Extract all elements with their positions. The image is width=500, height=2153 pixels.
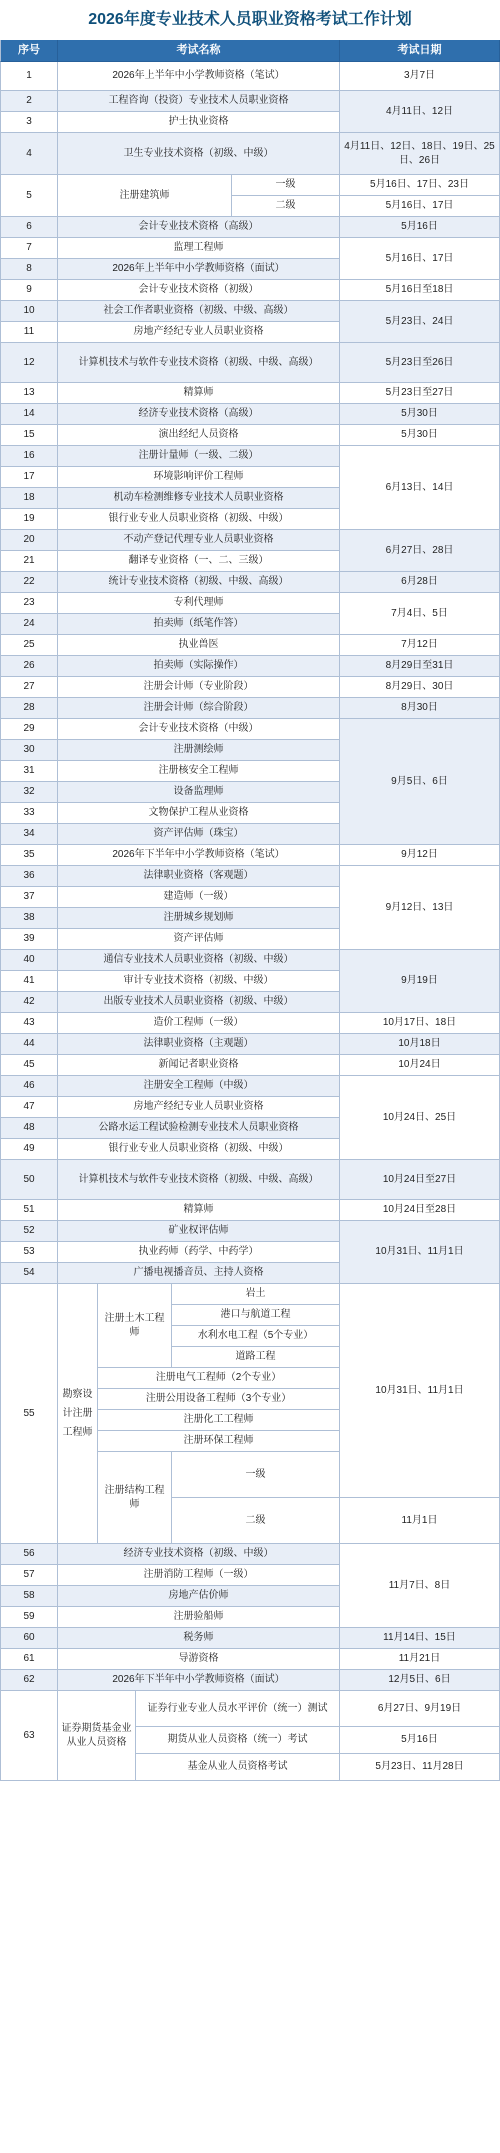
row-exam-name: 计算机技术与软件专业技术资格（初级、中级、高级） [58, 343, 340, 383]
finance-exam-name: 期货从业人员资格（统一）考试 [136, 1727, 340, 1754]
row-exam-date: 5月23日、11月28日 [340, 1754, 500, 1781]
merged-exam-date: 5月23日、24日 [340, 301, 500, 343]
engineer-type: 注册环保工程师 [98, 1431, 340, 1452]
row-seq: 5 [0, 175, 58, 217]
engineer-type: 注册电气工程师（2个专业） [98, 1368, 340, 1389]
row-exam-name: 出版专业技术人员职业资格（初级、中级） [58, 992, 340, 1013]
row-exam-date: 10月24日至28日 [340, 1200, 500, 1221]
header-date: 考试日期 [340, 40, 500, 62]
row-seq: 22 [0, 572, 58, 593]
row-exam-date: 11月21日 [340, 1649, 500, 1670]
row-seq: 16 [0, 446, 58, 467]
row-exam-name: 拍卖师（纸笔作答） [58, 614, 340, 635]
civil-specialty: 道路工程 [172, 1347, 340, 1368]
row-seq: 57 [0, 1565, 58, 1586]
row-exam-name: 执业兽医 [58, 635, 340, 656]
row-seq: 17 [0, 467, 58, 488]
finance-exam-name: 证券行业专业人员水平评价（统一）测试 [136, 1691, 340, 1727]
row-seq: 32 [0, 782, 58, 803]
header-seq: 序号 [0, 40, 58, 62]
row-exam-name: 注册安全工程师（中级） [58, 1076, 340, 1097]
row-exam-name: 导游资格 [58, 1649, 340, 1670]
row-seq: 45 [0, 1055, 58, 1076]
row-seq: 48 [0, 1118, 58, 1139]
row-seq: 1 [0, 62, 58, 91]
row-exam-name: 2026年下半年中小学教师资格（面试） [58, 1670, 340, 1691]
row-exam-date: 5月16日至18日 [340, 280, 500, 301]
row-exam-name: 银行业专业人员职业资格（初级、中级） [58, 509, 340, 530]
group-label: 勘察设计注册工程师 [58, 1284, 98, 1544]
row-exam-name: 税务师 [58, 1628, 340, 1649]
row-seq: 26 [0, 656, 58, 677]
row-seq: 43 [0, 1013, 58, 1034]
row-exam-date: 5月30日 [340, 425, 500, 446]
row-seq: 60 [0, 1628, 58, 1649]
row-exam-name: 2026年上半年中小学教师资格（面试） [58, 259, 340, 280]
row-exam-name: 经济专业技术资格（高级） [58, 404, 340, 425]
merged-exam-date: 11月7日、8日 [340, 1544, 500, 1628]
row-exam-date: 8月29日至31日 [340, 656, 500, 677]
row-exam-date: 10月17日、18日 [340, 1013, 500, 1034]
row-seq: 8 [0, 259, 58, 280]
civil-specialty: 岩土 [172, 1284, 340, 1305]
merged-exam-date: 4月11日、12日 [340, 91, 500, 133]
row-exam-date: 8月29日、30日 [340, 677, 500, 698]
row-seq: 59 [0, 1607, 58, 1628]
row-seq: 42 [0, 992, 58, 1013]
row-exam-date: 9月12日 [340, 845, 500, 866]
row-seq: 49 [0, 1139, 58, 1160]
sub-level-first: 一级 [232, 175, 340, 196]
row-exam-name: 机动车检测维修专业技术人员职业资格 [58, 488, 340, 509]
row-seq: 33 [0, 803, 58, 824]
row-exam-name: 卫生专业技术资格（初级、中级） [58, 133, 340, 175]
structural-engineer-label: 注册结构工程师 [98, 1452, 172, 1544]
row-exam-name: 精算师 [58, 383, 340, 404]
row-seq: 34 [0, 824, 58, 845]
row-exam-name: 注册城乡规划师 [58, 908, 340, 929]
row-exam-name: 经济专业技术资格（初级、中级） [58, 1544, 340, 1565]
row-exam-name: 资产评估师（珠宝） [58, 824, 340, 845]
row-exam-name: 环境影响评价工程师 [58, 467, 340, 488]
civil-specialty: 水利水电工程（5个专业） [172, 1326, 340, 1347]
civil-engineer-label: 注册土木工程师 [98, 1284, 172, 1368]
civil-specialty: 港口与航道工程 [172, 1305, 340, 1326]
row-seq: 37 [0, 887, 58, 908]
row-exam-name: 统计专业技术资格（初级、中级、高级） [58, 572, 340, 593]
row-exam-date: 8月30日 [340, 698, 500, 719]
row-exam-name: 广播电视播音员、主持人资格 [58, 1263, 340, 1284]
row-exam-date: 11月14日、15日 [340, 1628, 500, 1649]
row-exam-date: 6月27日、9月19日 [340, 1691, 500, 1727]
row-seq: 53 [0, 1242, 58, 1263]
merged-exam-date: 9月19日 [340, 950, 500, 1013]
row-seq: 19 [0, 509, 58, 530]
row-seq: 4 [0, 133, 58, 175]
row-seq: 14 [0, 404, 58, 425]
row-exam-date: 12月5日、6日 [340, 1670, 500, 1691]
merged-exam-date: 9月12日、13日 [340, 866, 500, 950]
row-seq: 35 [0, 845, 58, 866]
row-seq: 40 [0, 950, 58, 971]
row-seq: 47 [0, 1097, 58, 1118]
row-exam-date: 5月16日 [340, 1727, 500, 1754]
row-exam-name: 演出经纪人员资格 [58, 425, 340, 446]
row-exam-date: 5月23日至27日 [340, 383, 500, 404]
row-exam-name: 不动产登记代理专业人员职业资格 [58, 530, 340, 551]
sub-level-first: 一级 [172, 1452, 340, 1498]
row-exam-name: 注册测绘师 [58, 740, 340, 761]
row-seq: 18 [0, 488, 58, 509]
row-exam-name: 房地产经纪专业人员职业资格 [58, 1097, 340, 1118]
row-seq: 31 [0, 761, 58, 782]
row-exam-name: 矿业权评估师 [58, 1221, 340, 1242]
row-exam-name: 审计专业技术资格（初级、中级） [58, 971, 340, 992]
row-exam-name: 注册会计师（综合阶段） [58, 698, 340, 719]
row-seq: 24 [0, 614, 58, 635]
row-exam-name: 监理工程师 [58, 238, 340, 259]
finance-exam-name: 基金从业人员资格考试 [136, 1754, 340, 1781]
row-exam-name: 计算机技术与软件专业技术资格（初级、中级、高级） [58, 1160, 340, 1200]
row-exam-date: 10月31日、11月1日 [340, 1284, 500, 1498]
row-exam-name: 会计专业技术资格（高级） [58, 217, 340, 238]
row-exam-name: 通信专业技术人员职业资格（初级、中级） [58, 950, 340, 971]
row-seq: 11 [0, 322, 58, 343]
row-seq: 44 [0, 1034, 58, 1055]
row-exam-name: 专利代理师 [58, 593, 340, 614]
row-seq: 55 [0, 1284, 58, 1544]
row-exam-date: 10月18日 [340, 1034, 500, 1055]
row-exam-name: 银行业专业人员职业资格（初级、中级） [58, 1139, 340, 1160]
engineer-type: 注册公用设备工程师（3个专业） [98, 1389, 340, 1410]
row-exam-name: 注册建筑师 [58, 175, 232, 217]
row-seq: 25 [0, 635, 58, 656]
row-exam-date: 5月23日至26日 [340, 343, 500, 383]
row-seq: 9 [0, 280, 58, 301]
row-seq: 7 [0, 238, 58, 259]
header-name: 考试名称 [58, 40, 340, 62]
row-seq: 27 [0, 677, 58, 698]
row-exam-name: 法律职业资格（主观题） [58, 1034, 340, 1055]
row-exam-name: 2026年下半年中小学教师资格（笔试） [58, 845, 340, 866]
row-exam-name: 设备监理师 [58, 782, 340, 803]
merged-exam-date: 7月4日、5日 [340, 593, 500, 635]
row-exam-name: 会计专业技术资格（中级） [58, 719, 340, 740]
row-exam-name: 新闻记者职业资格 [58, 1055, 340, 1076]
row-exam-date: 5月30日 [340, 404, 500, 425]
row-seq: 41 [0, 971, 58, 992]
row-seq: 6 [0, 217, 58, 238]
row-exam-name: 工程咨询（投资）专业技术人员职业资格 [58, 91, 340, 112]
row-exam-name: 护士执业资格 [58, 112, 340, 133]
row-exam-name: 造价工程师（一级） [58, 1013, 340, 1034]
row-exam-name: 拍卖师（实际操作） [58, 656, 340, 677]
row-seq: 39 [0, 929, 58, 950]
row-seq: 3 [0, 112, 58, 133]
row-seq: 56 [0, 1544, 58, 1565]
row-exam-date: 11月1日 [340, 1498, 500, 1544]
row-seq: 13 [0, 383, 58, 404]
row-exam-name: 建造师（一级） [58, 887, 340, 908]
row-seq: 36 [0, 866, 58, 887]
row-exam-name: 资产评估师 [58, 929, 340, 950]
row-exam-name: 2026年上半年中小学教师资格（笔试） [58, 62, 340, 91]
row-exam-name: 执业药师（药学、中药学） [58, 1242, 340, 1263]
page-title: 2026年度专业技术人员职业资格考试工作计划 [88, 11, 412, 28]
row-exam-name: 公路水运工程试验检测专业技术人员职业资格 [58, 1118, 340, 1139]
row-seq: 51 [0, 1200, 58, 1221]
row-seq: 62 [0, 1670, 58, 1691]
row-seq: 20 [0, 530, 58, 551]
row-seq: 50 [0, 1160, 58, 1200]
row-exam-date: 10月24日至27日 [340, 1160, 500, 1200]
row-exam-date: 10月24日 [340, 1055, 500, 1076]
row-exam-date: 4月11日、12日、18日、19日、25日、26日 [340, 133, 500, 175]
row-exam-name: 会计专业技术资格（初级） [58, 280, 340, 301]
row-exam-name: 社会工作者职业资格（初级、中级、高级） [58, 301, 340, 322]
merged-exam-date: 5月16日、17日 [340, 238, 500, 280]
row-seq: 28 [0, 698, 58, 719]
row-seq: 46 [0, 1076, 58, 1097]
row-seq: 15 [0, 425, 58, 446]
row-seq: 2 [0, 91, 58, 112]
row-exam-date: 3月7日 [340, 62, 500, 91]
row-seq: 52 [0, 1221, 58, 1242]
row-seq: 58 [0, 1586, 58, 1607]
row-exam-date: 5月16日、17日 [340, 196, 500, 217]
row-seq: 29 [0, 719, 58, 740]
exam-schedule-table [0, 40, 500, 2153]
row-exam-name: 注册会计师（专业阶段） [58, 677, 340, 698]
sub-level-second: 二级 [232, 196, 340, 217]
row-seq: 21 [0, 551, 58, 572]
row-exam-name: 注册验船师 [58, 1607, 340, 1628]
row-seq: 54 [0, 1263, 58, 1284]
group-label: 证券期货基金业从业人员资格 [58, 1691, 136, 1781]
row-seq: 23 [0, 593, 58, 614]
row-exam-date: 7月12日 [340, 635, 500, 656]
row-seq: 61 [0, 1649, 58, 1670]
row-exam-name: 翻译专业资格（一、二、三级） [58, 551, 340, 572]
row-seq: 30 [0, 740, 58, 761]
row-seq: 10 [0, 301, 58, 322]
row-exam-date: 5月16日 [340, 217, 500, 238]
sub-level-second: 二级 [172, 1498, 340, 1544]
merged-exam-date: 6月13日、14日 [340, 446, 500, 530]
row-seq: 12 [0, 343, 58, 383]
row-exam-date: 5月16日、17日、23日 [340, 175, 500, 196]
merged-exam-date: 10月31日、11月1日 [340, 1221, 500, 1284]
engineer-type: 注册化工工程师 [98, 1410, 340, 1431]
row-exam-date: 6月28日 [340, 572, 500, 593]
merged-exam-date: 10月24日、25日 [340, 1076, 500, 1160]
row-exam-name: 房地产经纪专业人员职业资格 [58, 322, 340, 343]
row-exam-name: 文物保护工程从业资格 [58, 803, 340, 824]
row-seq: 63 [0, 1691, 58, 1781]
row-exam-name: 房地产估价师 [58, 1586, 340, 1607]
row-seq: 38 [0, 908, 58, 929]
merged-exam-date: 9月5日、6日 [340, 719, 500, 845]
row-exam-name: 法律职业资格（客观题） [58, 866, 340, 887]
row-exam-name: 精算师 [58, 1200, 340, 1221]
row-exam-name: 注册消防工程师（一级） [58, 1565, 340, 1586]
row-exam-name: 注册核安全工程师 [58, 761, 340, 782]
row-exam-name: 注册计量师（一级、二级） [58, 446, 340, 467]
merged-exam-date: 6月27日、28日 [340, 530, 500, 572]
